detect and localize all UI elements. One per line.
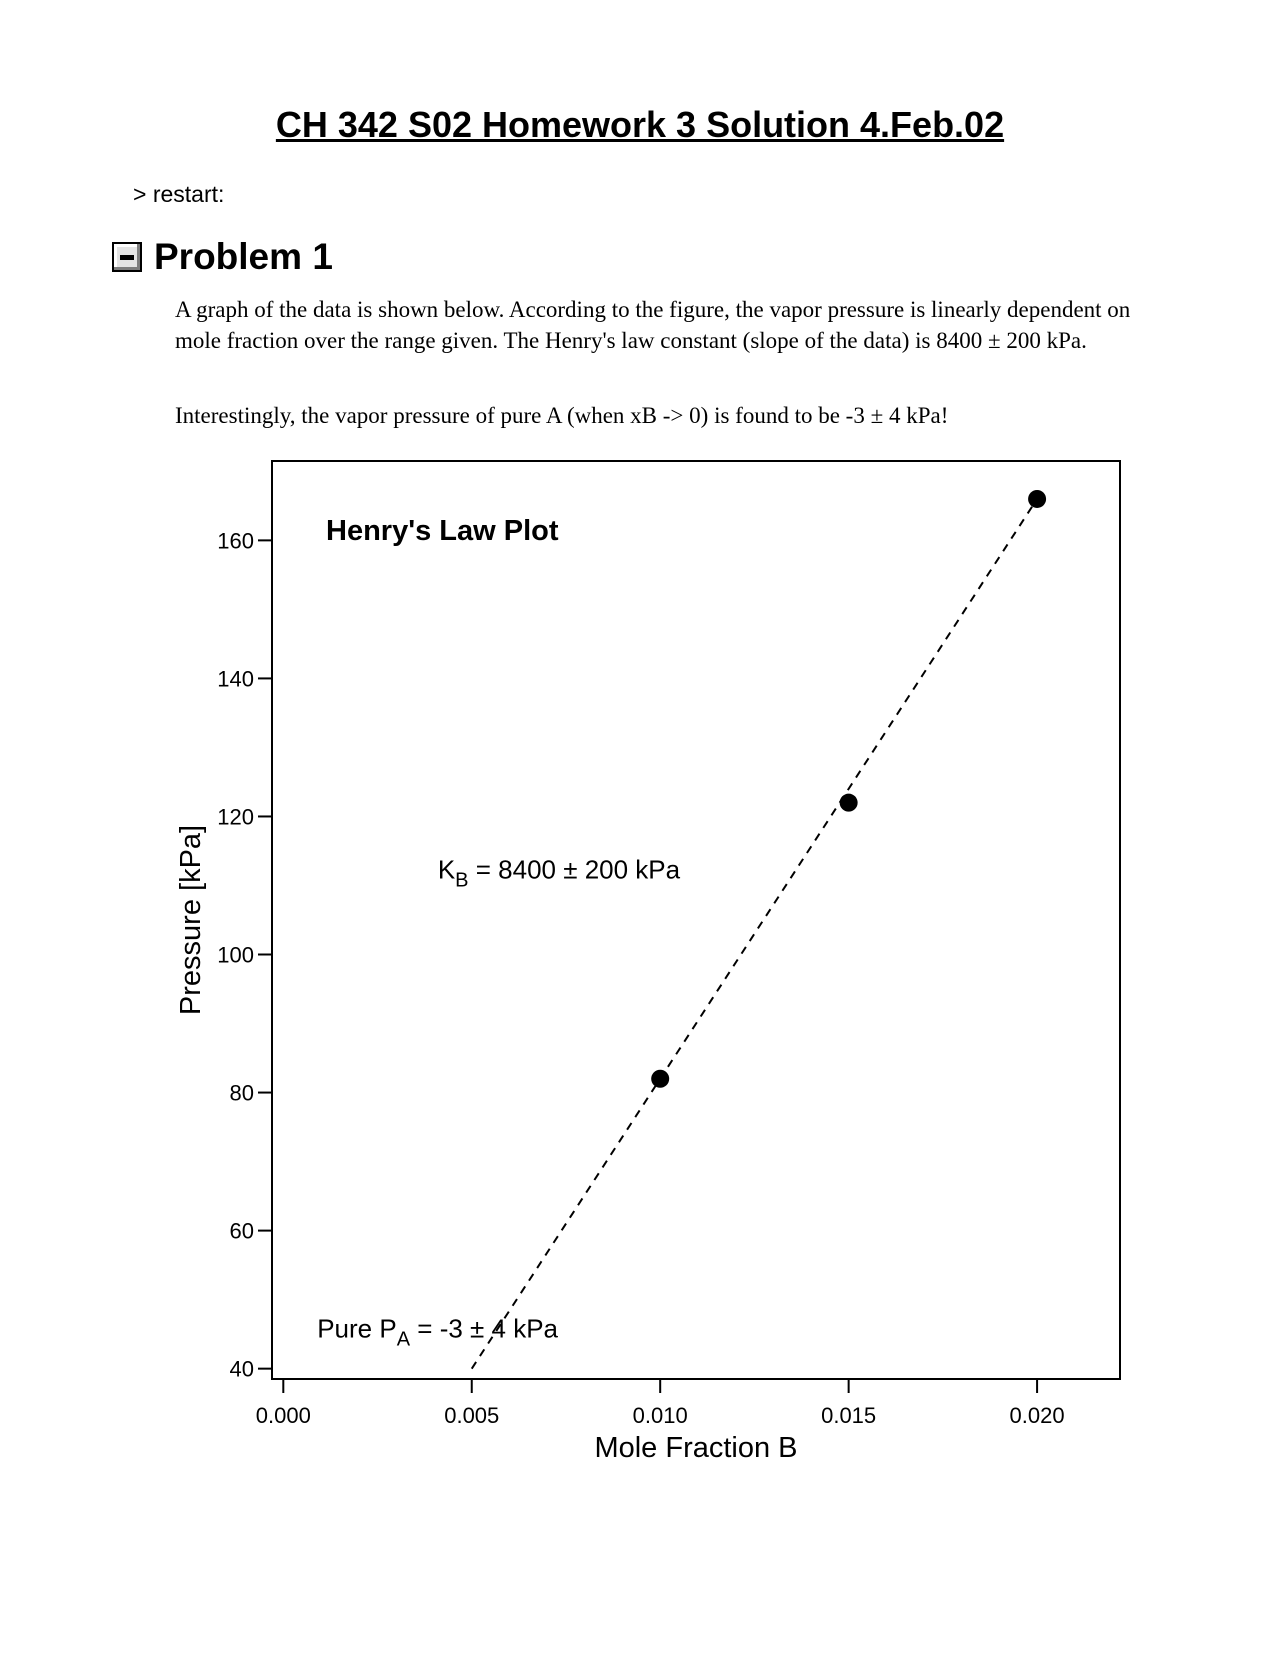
x-axis-label: Mole Fraction B bbox=[594, 1432, 798, 1464]
observation-paragraph: Interestingly, the vapor pressure of pure A (when xB -> 0) is found to be -3 ± 4 kPa! bbox=[175, 403, 949, 428]
y-tick-label: 140 bbox=[217, 666, 254, 692]
document-title: CH 342 S02 Homework 3 Solution 4.Feb.02 bbox=[275, 104, 1005, 145]
data-point bbox=[840, 794, 858, 812]
chart-annotations bbox=[317, 855, 680, 1351]
annotation-prefix: K bbox=[437, 854, 456, 885]
x-tick-label: 0.020 bbox=[1009, 1403, 1065, 1428]
y-tick-label: 100 bbox=[217, 942, 254, 968]
y-axis-label: Pressure [kPa] bbox=[175, 824, 207, 1016]
data-point bbox=[1028, 490, 1046, 508]
x-tick-label: 0.010 bbox=[632, 1403, 688, 1428]
y-tick-label: 40 bbox=[229, 1356, 254, 1382]
data-point bbox=[651, 1070, 669, 1088]
annotation-suffix: = 8400 ± 200 kPa bbox=[468, 854, 681, 885]
annotation-subscript: B bbox=[455, 869, 469, 892]
x-tick-label: 0.015 bbox=[821, 1403, 877, 1428]
chart-title: Henry's Law Plot bbox=[326, 515, 559, 547]
annotation-prefix: Pure P bbox=[317, 1313, 397, 1344]
explanation-paragraph: A graph of the data is shown below. According to the figure, the vapor pressure is linearly dependent on mole fraction over the range given. The Henry's law constant (slope of the data) is 8400 ± 200 kPa. bbox=[175, 297, 1131, 353]
fit-line bbox=[472, 499, 1037, 1369]
plot-frame bbox=[272, 461, 1120, 1379]
section-title: Problem 1 bbox=[154, 236, 333, 277]
y-tick-label: 60 bbox=[229, 1218, 254, 1244]
annotation-1 bbox=[317, 1314, 558, 1351]
y-tick-label: 80 bbox=[229, 1080, 254, 1106]
annotation-0 bbox=[438, 855, 681, 892]
y-tick-label: 120 bbox=[217, 804, 254, 830]
x-tick-label: 0.000 bbox=[255, 1403, 311, 1428]
axis-ticks bbox=[217, 528, 1064, 1428]
annotation-subscript: A bbox=[396, 1328, 411, 1351]
maple-command-line[interactable]: > restart: bbox=[133, 181, 225, 207]
y-tick-label: 160 bbox=[217, 528, 254, 554]
annotation-suffix: = -3 ± 4 kPa bbox=[410, 1313, 559, 1344]
x-tick-label: 0.005 bbox=[444, 1403, 500, 1428]
